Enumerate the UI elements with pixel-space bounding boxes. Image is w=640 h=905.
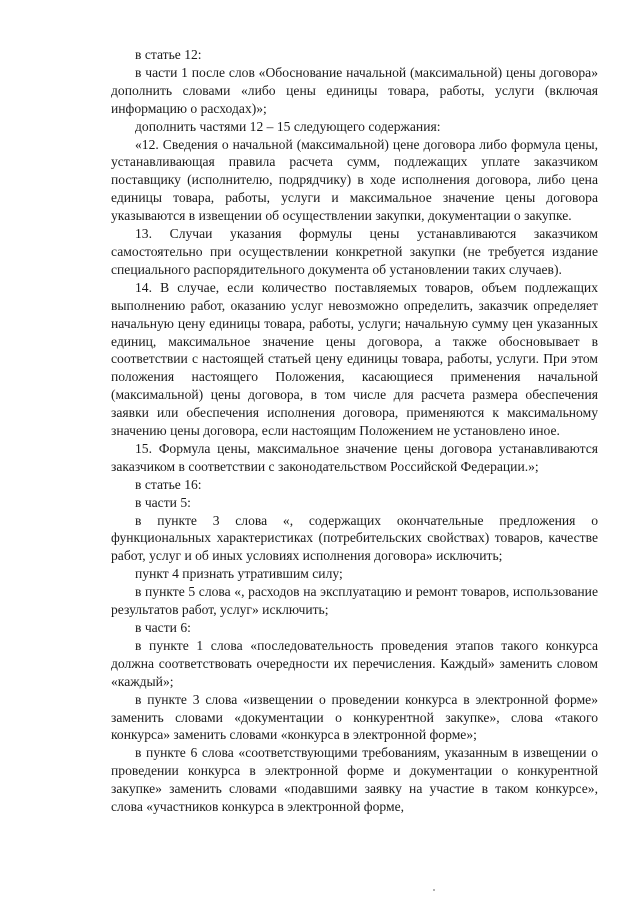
paragraph-item-13: 13. Случаи указания формулы цены устанавливаются заказчиком самостоятельно при осуществлении конкретной закупки (не требуется издание специального распорядительного документа об установлении таких случаев).	[111, 226, 598, 277]
paragraph-point-4: пункт 4 признать утратившим силу;	[135, 566, 343, 582]
document-page	[111, 46, 598, 816]
paragraph-part-6-point-3: в пункте 3 слова «извещении о проведении конкурса в электронной форме» заменить словами «документации о конкурентной закупке», слова «такого конкурса» заменить словами «конкурса в электронной форме»;	[111, 691, 598, 743]
paragraph-part-6-point-6: в пункте 6 слова «соответствующими требованиям, указанным в извещении о проведении конкурса в электронной форме и документации о конкурентной закупке» заменить словами «подавшими заявку на участие в таком конкурсе», слова «участников конкурса в электронной форме,	[111, 745, 598, 815]
paragraph-article-12: в статье 12:	[135, 47, 202, 62]
paragraph-add-parts: дополнить частями 12 – 15 следующего содержания:	[135, 118, 441, 134]
paragraph-part-5: в части 5:	[135, 494, 191, 510]
paragraph-point-3: в пункте 3 слова «, содержащих окончательные предложения о функциональных характеристиках (потребительских свойствах) товаров, качестве работ, услуг и об иных условиях исполнения договора» исключить;	[111, 512, 598, 564]
paragraph-part-6-point-1: в пункте 1 слова «последовательность проведения этапов такого конкурса должна соответствовать очередности их перечисления. Каждый» заменить словом «каждый»;	[111, 637, 598, 689]
paragraph-item-14: 14. В случае, если количество поставляемых товаров, объем подлежащих выполнению работ, оказанию услуг невозможно определить, заказчик определяет начальную цену единицы товара, работы, услуги; начальную сумму цен указанных единиц, максимальное значение цены договора, а также обосновывает в соответствии с настоящей статьей цену единицы товара, работы, услуги. При этом положения настоящего Положения, касающиеся применения начальной (максимальной) цены договора, в том числе для расчета размера обеспечения заявки или обеспечения исполнения договора, применяются к максимальному значению цены договора, если настоящим Положением не установлено иное.	[111, 279, 598, 439]
paragraph-article-16: в статье 16:	[135, 476, 202, 492]
paragraph-item-15: 15. Формула цены, максимальное значение цены договора устанавливаются заказчиком в соответствии с законодательством Российской Федерации.»;	[111, 440, 598, 474]
paragraph-point-5: в пункте 5 слова «, расходов на эксплуатацию и ремонт товаров, использование результатов работ, услуг» исключить;	[111, 584, 598, 618]
scan-speck	[433, 889, 435, 891]
paragraph-item-12: «12. Сведения о начальной (максимальной) цене договора либо формула цены, устанавливающая правила расчета сумм, подлежащих уплате заказчиком поставщику (исполнителю, подрядчику) в ходе исполнения договора, либо цена единицы товара, работы, услуги и максимальное значение цены договора указываются в извещении об осуществлении закупки, документации о закупке.	[111, 136, 598, 224]
paragraph-part-1-amendment: в части 1 после слов «Обоснование начальной (максимальной) цены договора» дополнить словами «либо цены единицы товара, работы, услуги (включая информацию о расходах)»;	[111, 64, 598, 116]
paragraph-part-6: в части 6:	[135, 620, 191, 635]
